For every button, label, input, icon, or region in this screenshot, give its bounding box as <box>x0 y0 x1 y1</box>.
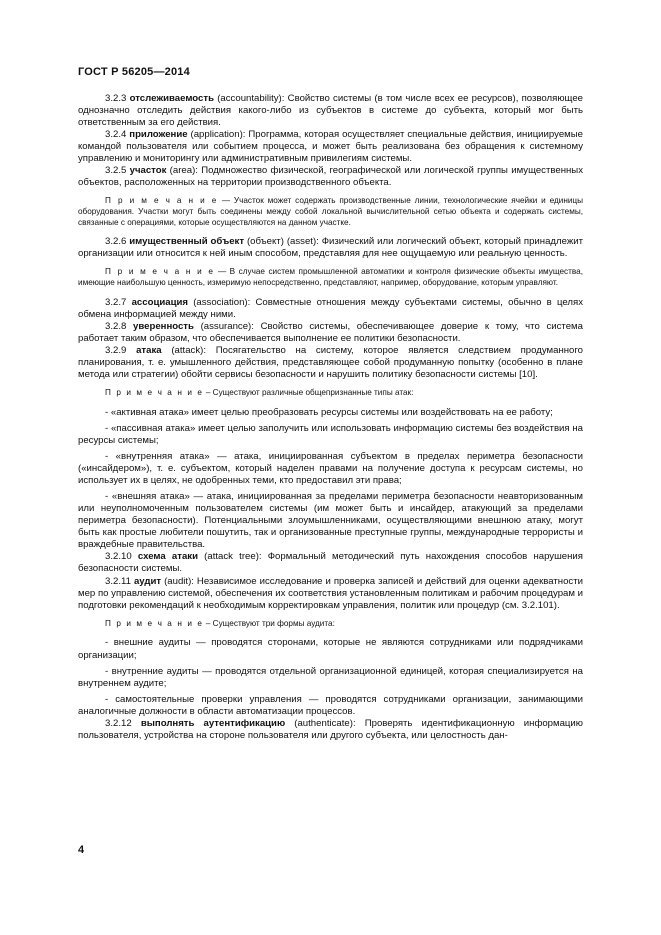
term-name: ассоциация <box>131 296 188 308</box>
term-definition: (application): Программа, которая осуществляет специальные действия, инициируемые командой пользователя или событием процесса, и может быть реализована без обращения к системному управлению и мониторингу или административным привилегиям системы. <box>78 129 583 165</box>
term-entry <box>78 551 583 575</box>
term-number: 3.2.3 <box>105 93 127 104</box>
list-item: - «внутренняя атака» — атака, инициированная субъектом в пределах периметра безопасности («инсайдером»), т. е. субъектом, который наделен правами на получение доступа к ресурсам системы, но использует их в целях, не одобренных теми, кто предоставил эти права; <box>78 451 583 487</box>
term-name: схема атаки <box>137 551 198 563</box>
term-definition: (authenticate): Проверять идентификационную информацию пользователя, устройства на стороне пользователя или другого субъекта, или целостность дан- <box>78 717 583 741</box>
term-definition: (audit): Независимое исследование и проверка записей и действий для оценки адекватности мер по управлению системой, обеспечения их соответствия установленным политикам и рабочим процедурам и подготовки рекомендаций к необходимым корректировкам управления, политик или процедур (см. 3.2.101). <box>78 575 583 611</box>
term-number: 3.2.4 <box>105 129 127 141</box>
term-entry <box>78 576 583 612</box>
term-entry <box>78 93 583 129</box>
term-definition: (accountability): Свойство системы (в том числе всех ее ресурсов), позволяющее однозначно отследить действия какого-либо из субъектов в системе до субъекта, который мог быть ответственным за его действия. <box>78 93 583 129</box>
note-label: П р и м е ч а н и е <box>105 196 218 206</box>
note-text: – Существуют три формы аудита: <box>203 618 335 628</box>
list-item: - внешние аудиты — проводятся сторонами, которые не являются сотрудниками или подрядчиками организации; <box>78 637 583 661</box>
note-text: – Существуют различные общепризнанные типы атак: <box>203 388 414 398</box>
note <box>78 388 583 399</box>
term-number: 3.2.5 <box>105 165 127 177</box>
term-definition: (association): Совместные отношения между субъектами системы, обычно в целях обмена информацией между ними. <box>78 296 583 320</box>
term-name: приложение <box>129 129 188 141</box>
term-name: отслеживаемость <box>129 93 214 104</box>
term-number: 3.2.8 <box>105 320 127 332</box>
note <box>78 619 583 630</box>
list-item: - внутренние аудиты — проводятся отдельной организационной единицей, которая специализируется на внутреннем аудите; <box>78 665 583 689</box>
note-label: П р и м е ч а н и е <box>105 388 204 398</box>
page-number: 4 <box>78 844 85 856</box>
list-item: - «активная атака» имеет целью преобразовать ресурсы системы или воздействовать на ее работу; <box>105 406 553 418</box>
term-name: выполнять аутентификацию <box>140 717 286 729</box>
term-name: атака <box>136 345 162 356</box>
term-definition: (attack): Посягательство на систему, которое является следствием продуманного планирования, т. е. умышленного действия, представляющее собой продуманную попытку (особенно в плане метода или стратегии) обойти сервисы безопасности и нарушить политику безопасности системы [10]. <box>78 345 584 381</box>
term-number: 3.2.6 <box>105 236 127 248</box>
term-name: участок <box>129 165 167 177</box>
note-label: П р и м е ч а н и е <box>105 618 204 628</box>
term-name: имущественный объект <box>129 236 245 248</box>
term-number: 3.2.12 <box>105 717 132 729</box>
term-name: аудит <box>133 575 162 587</box>
term-definition: (attack tree): Формальный методический путь нахождения способов нарушения безопасности системы. <box>78 551 583 575</box>
list-item: - самостоятельные проверки управления — проводятся сотрудниками организации, занимающими аналогичные должности в области автоматизации процессов. <box>78 693 583 717</box>
term-entry <box>78 165 583 189</box>
note-label: П р и м е ч а н и е <box>105 267 215 277</box>
note-text: — Участок может содержать производственные линии, технологические ячейки и единицы оборудования. Участки могут быть соединены между собой локальной вычислительной сетью объекта и содержать системы, связанные с операциями, которые осуществляются на данном участке. <box>78 196 583 227</box>
page-body <box>78 93 583 742</box>
term-number: 3.2.9 <box>105 345 127 356</box>
term-entry <box>78 718 583 742</box>
term-definition: (объект) (asset): Физический или логический объект, который принадлежит организации или относится к ней иным способом, представляя для нее ощущаемую или реальную ценность. <box>78 236 583 260</box>
list-item: - «пассивная атака» имеет целью заполучить или использовать информацию системы без воздействия на ресурсы системы; <box>78 422 583 447</box>
term-name: уверенность <box>133 320 194 332</box>
note <box>78 267 583 288</box>
term-definition: (area): Подмножество физической, географической или логической группы имущественных объектов, расположенных на территории производственного объекта. <box>78 165 583 189</box>
term-entry <box>78 129 583 165</box>
term-number: 3.2.7 <box>105 296 127 308</box>
term-number: 3.2.10 <box>105 551 132 563</box>
note <box>78 196 583 228</box>
term-entry <box>78 236 583 260</box>
list-item: - «внешняя атака» — атака, инициированная за пределами периметра безопасности неавторизованным или неуполномоченным пользователем системы (им может быть и инсайдер, атакующий за пределами периметра безопасности). Потенциальными злоумышленниками, осуществляющими внешнюю атаку, могут быть как простые любители пошутить, так и организованные преступные группы, международные террористы и враждебные правительства. <box>78 491 583 551</box>
term-entry <box>78 321 583 345</box>
term-entry <box>78 345 583 381</box>
term-definition: (assurance): Свойство системы, обеспечивающее доверие к тому, что система работает таким образом, что обеспечивается выполнение ее политики безопасности. <box>78 320 583 344</box>
term-entry <box>78 297 583 321</box>
document-header: ГОСТ Р 56205—2014 <box>78 66 190 78</box>
note-text: — В случае систем промышленной автоматики и контроля физические объекты имущества, имеющие наибольшую ценность, измеримую непосредственно, представляют, например, оборудование, которым управляют. <box>78 267 583 288</box>
term-number: 3.2.11 <box>105 575 131 587</box>
